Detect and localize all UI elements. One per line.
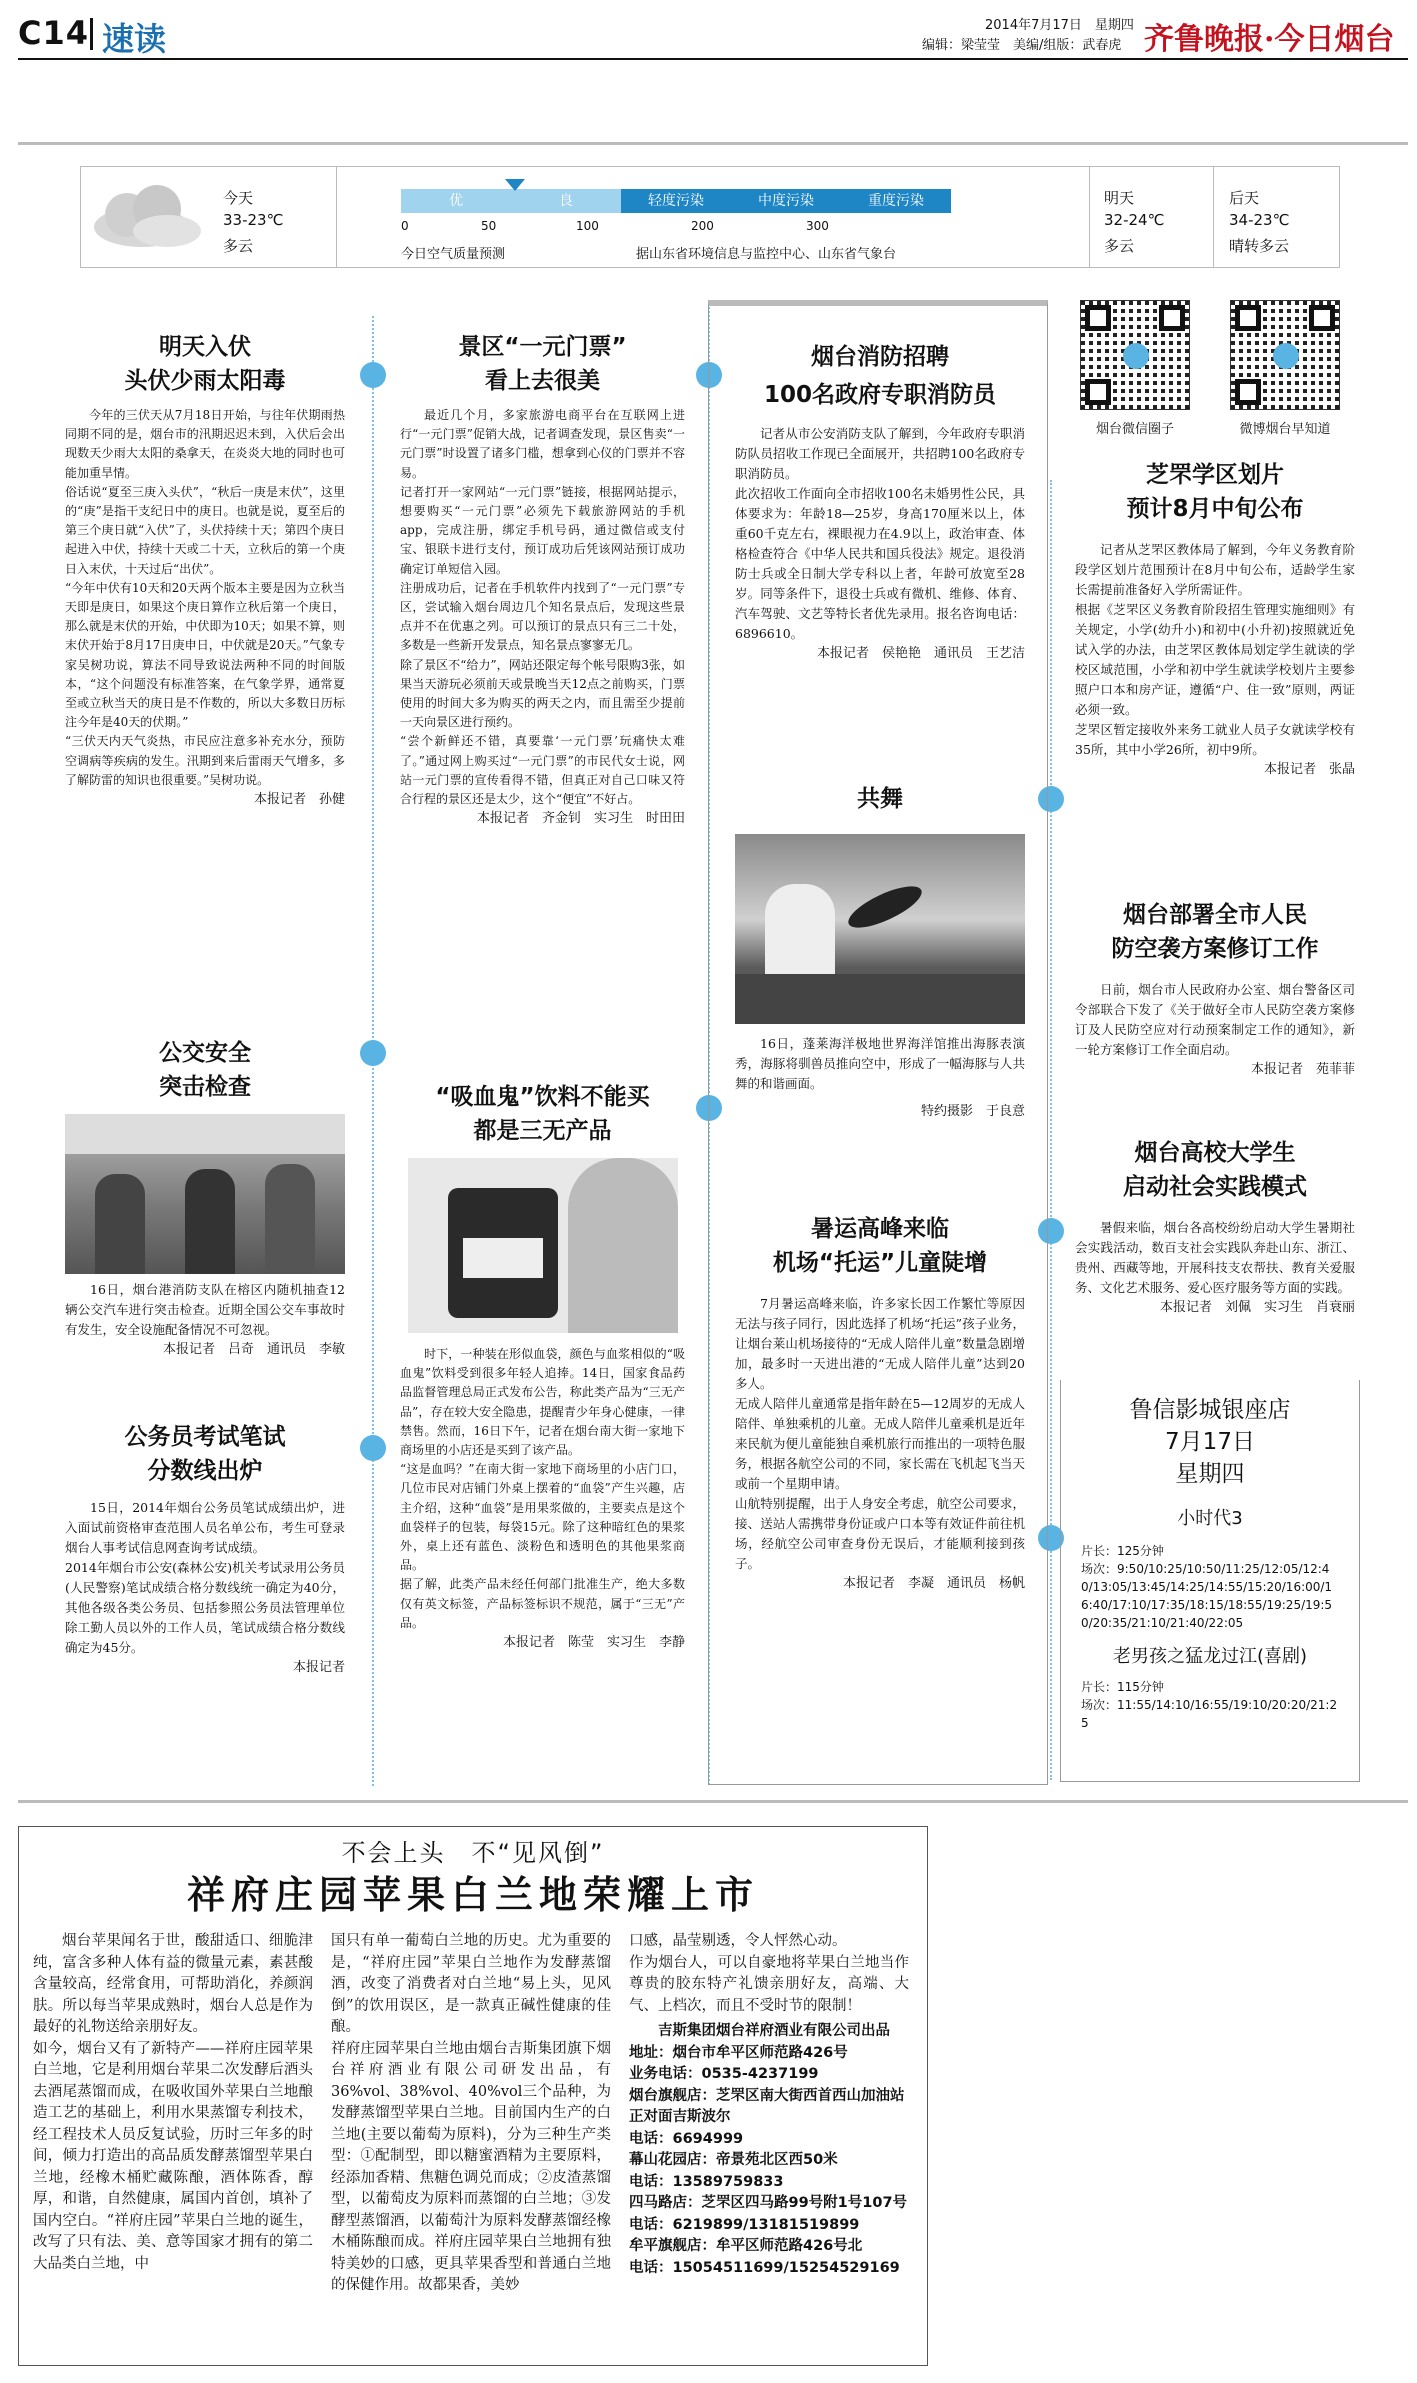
article-subtitle: 防空袭方案修订工作	[1111, 936, 1319, 962]
article-subtitle: 都是三无产品	[473, 1118, 612, 1144]
section-name: 速读	[102, 20, 167, 58]
article-body: 今年的三伏天从7月18日开始，与往年伏期雨热同期不同的是，烟台市的汛期迟迟未到，入伏后会出现数天少雨大太阳的桑拿天，在炎炎大地的同时也可能加重旱情。 俗话说“夏至三庚入头伏”，“秋后一庚是末伏”，这里的“庚”是指干支纪日中的庚日。也就是说，夏至后的第三个庚日就“入伏”了，头伏持续十天；第四个庚日起进入中伏，持续十天或二十天，立秋后的第一个庚日入末伏，十天过后“出伏”。 “今年中伏有10天和20天两个版本主要是因为立秋当天即是庚日，如果这个庚日算作立秋后第一个庚日，那么就是末伏的开始，中伏即为10天；如果不算，则末伏开始于8月17日庚申日，中伏就是20天。”气象专家吴树功说，算法不同导致说法两种不同的时间版本，“这个问题没有标准答案，在气象学界，通常夏至或立秋当天的庚日是不作数的，所以大多数日历标注今年是40天的伏期。” “三伏天内天气炎热，市民应注意多补充水分，预防空调病等疾病的发生。汛期到来后雷雨天气增多，多了解防雷的知识也很重要。”吴树功说。	[65, 408, 345, 787]
weather-divider-1	[336, 167, 337, 267]
ad-company: 吉斯集团烟台祥府酒业有限公司出品	[658, 2023, 890, 2039]
article-byline: 本报记者 刘佩 实习生 肖衰丽	[1159, 1300, 1355, 1315]
article-heat	[65, 330, 345, 810]
ad-store: 烟台旗舰店：芝罘区南大街西首西山加油站正对面吉斯波尔	[629, 2087, 905, 2125]
ad-phone: 业务电话：0535-4237199	[629, 2066, 819, 2082]
page-code-divider	[90, 18, 93, 50]
article-title: 烟台部署全市人民	[1123, 902, 1307, 928]
article-title: 公交安全	[159, 1040, 251, 1066]
ad-store-phone: 电话：15054511699/15254529169	[629, 2259, 900, 2276]
column-divider-3	[1050, 480, 1052, 1780]
aqi-source: 据山东省环境信息与监控中心、山东省气象台	[636, 247, 897, 262]
aqi-level-moderate: 良	[511, 189, 621, 213]
article-title: “吸血鬼”饮料不能买	[435, 1084, 650, 1110]
masthead-rule	[18, 58, 1408, 60]
cinema-listing	[1060, 1380, 1360, 1782]
movie-length: 片长：125分钟	[1081, 1544, 1164, 1558]
article-school-district	[1075, 458, 1355, 780]
movie-title: 小时代3	[1177, 1508, 1243, 1529]
paper-name: 齐鲁晚报·今日烟台	[1144, 22, 1395, 57]
article-air-defense	[1075, 898, 1355, 1080]
today-label: 今天	[223, 189, 254, 207]
article-title: 明天入伏	[159, 334, 251, 360]
article-byline: 本报记者 李凝 通讯员 杨帆	[842, 1576, 1025, 1591]
article-body: 时下，一种装在形似血袋，颜色与血浆相似的“吸血鬼”饮料受到很多年轻人追捧。14日，国家食品药品监督管理总局正式发布公告，称此类产品为“三无产品”，存在较大安全隐患，提醒青少年身心健康，一律禁售。然而，16日下午，记者在烟台南大街一家地下商场里的小店还是买到了该产品。 “这是血吗？”在南大街一家地下商场里的小店门口，几位市民对店铺门外桌上摆着的“血袋”产生兴趣，店主介绍，这种“血袋”是用果浆做的，主要卖点是这个血袋样子的包装，每袋15元。除了这种暗红色的果浆外，桌上还有蓝色、淡粉色和透明色的其他果浆商品。 据了解，此类产品未经任何部门批准生产，绝大多数仅有英文标签，产品标签标识不规范，属于“三无”产品。	[400, 1347, 685, 1630]
masthead	[0, 0, 1417, 62]
ad-text: 国只有单一葡萄白兰地的历史。尤为重要的是，“祥府庄园”苹果白兰地作为发酵蒸馏酒，改变了消费者对白兰地“易上头，见风倒”的饮用误区，是一款真正碱性健康的佳酿。 祥府庄园苹果白兰地由烟台吉斯集团旗下烟台祥府酒业有限公司研发出品，有36%vol、38%vol、40%vol三个品种，为发酵蒸馏型苹果白兰地。目前国内生产的白兰地(主要以葡萄为原料)，分为三种生产类型：①配制型，即以糖蜜酒精为主要原料，经添加香精、焦糖色调兑而成；②皮渣蒸馏型，以葡萄皮为原料而蒸馏的白兰地；③发酵型蒸馏酒，以葡萄汁为原料发酵蒸馏经橡木桶陈酿而成。祥府庄园苹果白兰地拥有独特美妙的口感，更具苹果香型和普通白兰地的保健作用。故都果香，美妙	[331, 1933, 611, 2293]
cinema-name: 鲁信影城银座店	[1129, 1397, 1291, 1423]
ad-col-3	[629, 1931, 909, 2279]
article-vampire-drink	[400, 1080, 685, 1653]
editors-line: 编辑：梁莹莹 美编/组版：武春虎	[922, 38, 1122, 53]
date-line: 2014年7月17日 星期四	[985, 18, 1134, 33]
article-title: 烟台高校大学生	[1134, 1140, 1296, 1166]
movie-showtimes: 场次：9:50/10:25/10:50/11:25/12:05/12:40/13:05/13:45/14:25/14:55/15:20/16:00/16:40/17:10/17:35/18:15/18:55/19:25/19:50/20:35/21:10/21:40/22:05	[1081, 1562, 1333, 1630]
aqi-tick-100: 100	[576, 219, 599, 233]
qr-caption: 微博烟台早知道	[1239, 422, 1331, 437]
today-temp: 33-23℃	[223, 211, 284, 229]
ad-store: 幕山花园店：帝景苑北区西50米	[629, 2152, 838, 2168]
article-body: 记者从市公安消防支队了解到，今年政府专职消防队员招收工作现已全面展开，共招聘100名政府专职消防员。 此次招收工作面向全市招收100名未婚男性公民，具体要求为：年龄18—25岁，身高170厘米以上，体重60千克左右，裸眼视力在4.9以上，政治审查、体格检查符合《中华人民共和国兵役法》规定。退役消防士兵或全日制大学专科以上者，年龄可放宽至28岁。同等条件下，退役士兵或有微机、维修、体育、汽车驾驶、文艺等特长者优先录用。报名咨询电话：6896610。	[735, 426, 1025, 641]
article-subtitle: 100名政府专职消防员	[763, 382, 996, 408]
movie-showtimes: 场次：11:55/14:10/16:55/19:10/20:20/21:25	[1081, 1698, 1338, 1730]
cloud-icon	[87, 183, 207, 253]
ad-col-1	[33, 1931, 313, 2275]
aqi-tick-300: 300	[806, 219, 829, 233]
article-dance-photo	[735, 782, 1025, 1122]
cinema-weekday: 星期四	[1175, 1461, 1245, 1487]
ad-text: 口感，晶莹剔透，令人怦然心动。 作为烟台人，可以自豪地将苹果白兰地当作尊贵的胶东特产礼馈亲朋好友，高端、大气、上档次，而且不受时节的限制！	[629, 1933, 909, 2014]
tomorrow-temp: 32-24℃	[1104, 211, 1165, 229]
article-title: 芝罘学区划片	[1146, 462, 1284, 488]
article-subtitle: 机场“托运”儿童陡增	[772, 1250, 988, 1276]
weather-divider-2	[1089, 167, 1090, 267]
article-body: 日前，烟台市人民政府办公室、烟台警备区司令部联合下发了《关于做好全市人民防空袭方案修订及人民防空应对行动预案制定工作的通知》，新一轮方案修订工作全面启动。	[1075, 982, 1355, 1057]
today-cond: 多云	[223, 237, 254, 255]
article-body: 暑假来临，烟台各高校纷纷启动大学生暑期社会实践活动，数百支社会实践队奔赴山东、浙江、贵州、西藏等地，开展科技支农帮扶、教育关爱服务、文化艺术服务、爱心医疗服务等方面的实践。	[1075, 1220, 1355, 1295]
article-subtitle: 头伏少雨太阳毒	[124, 368, 286, 394]
article-title: 烟台消防招聘	[811, 344, 949, 370]
ad-title: 祥府庄园苹果白兰地荣耀上市	[186, 1873, 759, 1917]
aqi-pointer-icon	[505, 179, 525, 191]
ad-subtitle: 不会上头 不“见风倒”	[341, 1839, 605, 1867]
aqi-tick-200: 200	[691, 219, 714, 233]
weibo-qr-code[interactable]	[1230, 300, 1340, 410]
column-dot	[360, 1435, 386, 1461]
aqi-title: 今日空气质量预测	[401, 247, 506, 262]
article-civil-service	[65, 1420, 345, 1678]
ad-store-phone: 电话：13589759833	[629, 2173, 784, 2190]
cinema-date: 7月17日	[1165, 1429, 1255, 1455]
article-title: 暑运高峰来临	[811, 1216, 949, 1242]
article-title: 公务员考试笔试	[124, 1424, 286, 1450]
ad-address: 地址：烟台市牟平区师范路426号	[629, 2044, 848, 2061]
tomorrow-cond: 多云	[1104, 237, 1135, 255]
ad-text: 烟台苹果闻名于世，酸甜适口、细脆津纯，富含多种人体有益的微量元素，素甚酸含量较高，经常食用，可帮助消化，养颜润肤。所以每当苹果成熟时，烟台人总是作为最好的礼物送给亲朋好友。 如今，烟台又有了新特产——祥府庄园苹果白兰地，它是利用烟台苹果二次发酵后酒头去酒尾蒸馏而成，在吸收国外苹果白兰地酿造工艺的基础上，利用水果蒸馏专利技术，经工程技术人员反复试验，历时三年多的时间，倾力打造出的高品质发酵蒸馏型苹果白兰地，经橡木桶贮藏陈酿，酒体陈香，醇厚，和谐，自然健康，属国内首创，填补了国内空白。“祥府庄园”苹果白兰地的诞生，改写了只有法、美、意等国家才拥有的第二大品类白兰地，中	[33, 1933, 313, 2272]
bus-photo	[65, 1114, 345, 1274]
aqi-tick-0: 0	[401, 219, 409, 233]
qr-caption: 烟台微信圈子	[1095, 422, 1174, 437]
article-airport-children	[735, 1212, 1025, 1594]
article-subtitle: 看上去很美	[485, 368, 600, 394]
article-byline: 本报记者 齐金钊 实习生 时田田	[476, 811, 685, 827]
aqi-tick-50: 50	[481, 219, 497, 233]
ad-store: 四马路店：芝罘区四马路99号附1号107号	[629, 2195, 908, 2211]
aqi-level-light: 轻度污染	[621, 189, 731, 213]
brandy-advertisement	[18, 1826, 928, 2366]
article-one-yuan-ticket	[400, 330, 685, 829]
article-byline: 本报记者 侯艳艳 通讯员 王艺洁	[816, 646, 1025, 661]
article-byline: 本报记者 苑菲菲	[1250, 1062, 1355, 1077]
article-body: 最近几个月，多家旅游电商平台在互联网上进行“一元门票”促销大战，记者调查发现，景区售卖“一元门票”时设置了诸多门槛，想拿到心仪的门票并不容易。 记者打开一家网站“一元门票”链接，根据网站提示，想要购买“一元门票”必须先下载旅游网站的手机app，完成注册，绑定手机号码，通过微信或支付宝、银联卡进行支付，预订成功后凭该网站预订成功确定订单短信入园。 注册成功后，记者在手机软件内找到了“一元门票”专区，尝试输入烟台周边几个知名景点后，发现这些景点并不在优惠之列。可以预订的景点只有三二十处，多数是一些新开发景点，知名景点寥寥无几。 除了景区不“给力”，网站还限定每个帐号限购3张，如果当天游玩必须前天或景晚当天12点之前购买，门票使用的时间大多为购买的两天之内，而且需至少提前一天向景区进行预约。 “尝个新鲜还不错，真要靠‘一元门票’玩痛快太难了。”通过网上购买过“一元门票”的市民代女士说，网站一元门票的宣传看得不错，但真正对自己口味又符合行程的景区还是太少，这个“便宜”不好占。	[400, 408, 685, 807]
article-byline: 本报记者 陈莹 实习生 李静	[502, 1635, 685, 1651]
ad-store: 牟平旗舰店：牟平区师范路426号北	[629, 2238, 863, 2254]
photo-caption: 16日，烟台港消防支队在榕区内随机抽查12辆公交汽车进行突击检查。近期全国公交车事故时有发生，安全设施配备情况不可忽视。	[65, 1282, 345, 1337]
after-label: 后天	[1229, 189, 1260, 207]
ad-store-phone: 电话：6219899/13181519899	[629, 2216, 860, 2233]
aqi-level-heavy: 重度污染	[841, 189, 951, 213]
dolphin-show-photo	[735, 834, 1025, 1024]
lower-divider	[18, 1800, 1408, 1803]
photo-caption: 16日，蓬莱海洋极地世界海洋馆推出海豚表演秀，海豚将驯兽员推向空中，形成了一幅海豚与人共舞的和谐画面。	[735, 1036, 1025, 1091]
after-temp: 34-23℃	[1229, 211, 1290, 229]
column-dot	[360, 362, 386, 388]
article-byline: 本报记者	[292, 1660, 345, 1675]
article-byline: 本报记者 张晶	[1263, 762, 1355, 777]
article-body: 15日，2014年烟台公务员笔试成绩出炉，进入面试前资格审查范围人员名单公布，考生可登录烟台人事考试信息网查询考试成绩。 2014年烟台市公安(森林公安)机关考试录用公务员(人民警察)笔试成绩合格分数线统一确定为40分，其他各级各类公务员、包括参照公务员法管理单位除工勤人员以外的工作人员，笔试成绩合格分数线确定为45分。	[65, 1500, 345, 1655]
article-title: 景区“一元门票”	[458, 334, 627, 360]
article-subtitle: 突击检查	[159, 1074, 251, 1100]
movie-title: 老男孩之猛龙过江(喜剧)	[1112, 1646, 1308, 1667]
article-body: 7月暑运高峰来临，许多家长因工作繁忙等原因无法与孩子同行，因此选择了机场“托运”孩子业务，让烟台莱山机场接待的“无成人陪伴儿童”数量急剧增加，最多时一天进出港的“无成人陪伴儿童”达到20多人。 无成人陪伴儿童通常是指年龄在5—12周岁的无成人陪伴、单独乘机的儿童。无成人陪伴儿童乘机是近年来民航为便儿童能独自乘机旅行而推出的一项特色服务，根据各航空公司的不同，家长需在飞机起飞当天或前一个星期申请。 山航特别提醒，出于人身安全考虑，航空公司要求，接、送站人需携带身份证或户口本等有效证件前往机场，经航空公司审查身份无误后，才能顺利接到孩子。	[735, 1296, 1025, 1571]
article-subtitle: 预计8月中旬公布	[1126, 496, 1304, 522]
movie-length: 片长：115分钟	[1081, 1680, 1164, 1694]
article-student-practice	[1075, 1136, 1355, 1318]
article-byline: 特约摄影 于良意	[920, 1104, 1025, 1119]
qr-wechat[interactable]	[1080, 300, 1190, 437]
after-cond: 晴转多云	[1229, 237, 1290, 255]
tomorrow-label: 明天	[1104, 189, 1135, 207]
column-dot	[360, 1040, 386, 1066]
page-code: C14	[18, 14, 90, 52]
qr-weibo[interactable]	[1230, 300, 1340, 437]
article-title: 共舞	[857, 786, 903, 812]
article-subtitle: 启动社会实践模式	[1123, 1174, 1307, 1200]
top-divider	[18, 142, 1408, 145]
aqi-level-good: 优	[401, 189, 511, 213]
aqi-scale	[401, 189, 1021, 217]
article-body: 记者从芝罘区教体局了解到，今年义务教育阶段学区划片范围预计在8月中旬公布，适龄学生家长需提前准备好入学所需证件。 根据《芝罘区义务教育阶段招生管理实施细则》有关规定，小学(幼升小)和初中(小升初)按照就近免试入学的办法，由芝罘区教体局划定学生就读的学校区域范围，小学和初中学生就读学校划片主要参照户口本和房产证，遵循“户、住一致”原则，两证必须一致。 芝罘区暂定接收外来务工就业人员子女就读学校有35所，其中小学26所，初中9所。	[1075, 542, 1355, 757]
ad-store-phone: 电话：6694999	[629, 2130, 744, 2147]
aqi-level-medium: 中度污染	[731, 189, 841, 213]
article-byline: 本报记者 孙健	[253, 792, 345, 808]
blood-bag-photo	[408, 1158, 678, 1333]
weather-panel	[80, 166, 1340, 268]
wechat-qr-code[interactable]	[1080, 300, 1190, 410]
article-fire-recruit	[735, 340, 1025, 664]
weather-divider-3	[1213, 167, 1214, 267]
article-subtitle: 分数线出炉	[147, 1458, 263, 1484]
ad-col-2	[331, 1931, 611, 2297]
article-bus-check	[65, 1036, 345, 1360]
article-byline: 本报记者 吕奇 通讯员 李敏	[162, 1342, 345, 1357]
